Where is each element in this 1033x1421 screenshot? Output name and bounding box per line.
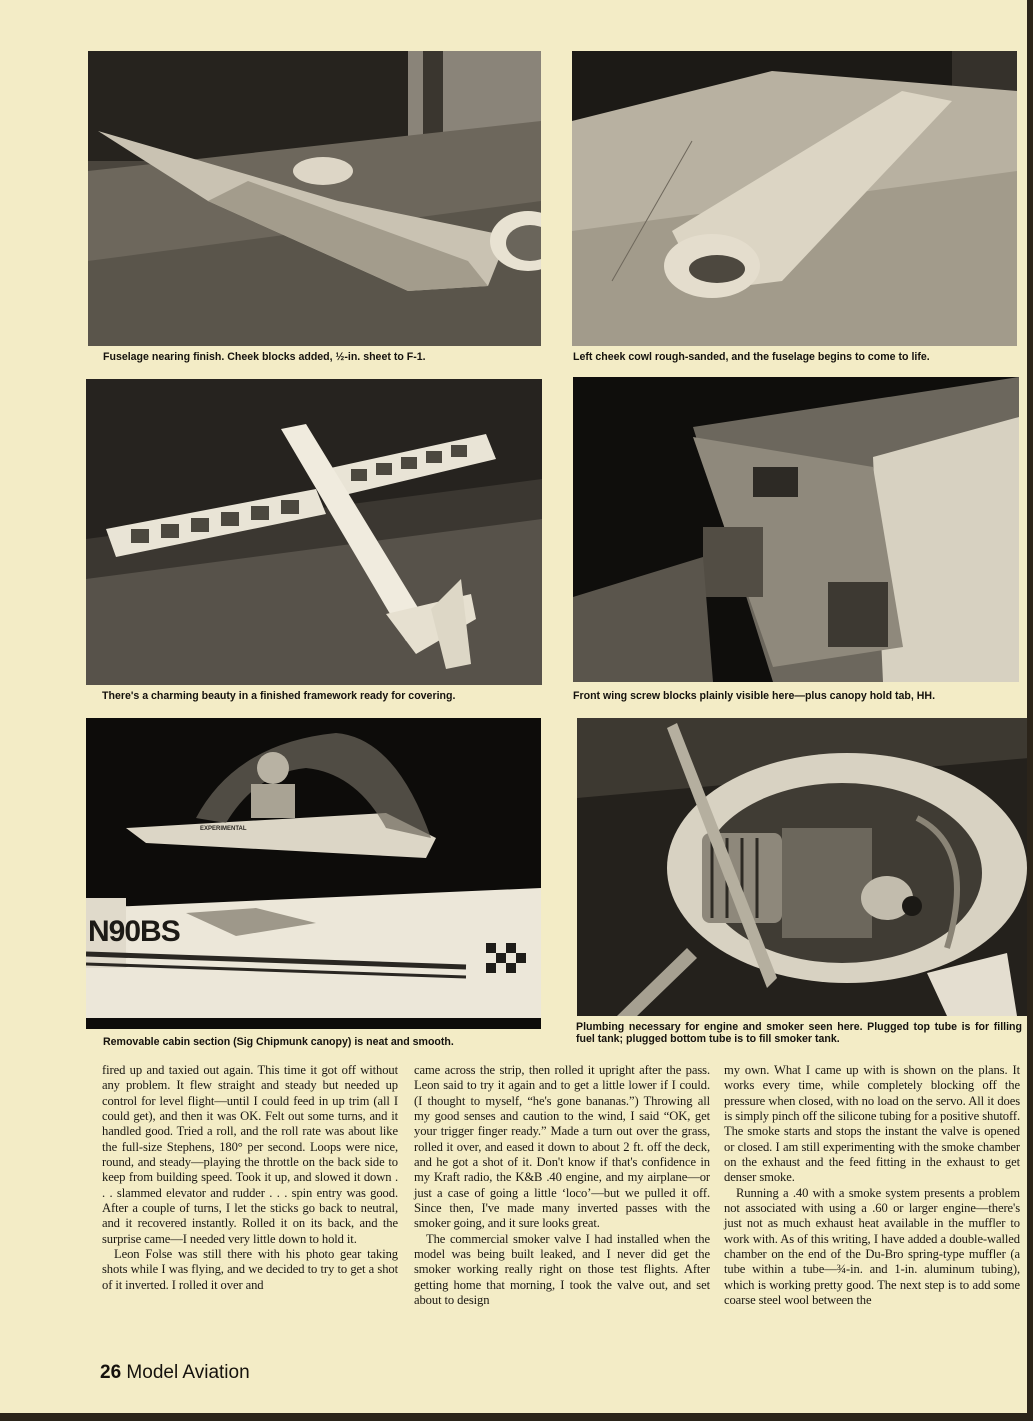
photo-engine-plumbing bbox=[577, 718, 1029, 1016]
photo-4-caption: Front wing screw blocks plainly visible here—plus canopy hold tab, HH. bbox=[573, 690, 936, 702]
photo-finished-framework bbox=[86, 379, 542, 685]
text-column-2 bbox=[414, 1063, 710, 1309]
text-column-1 bbox=[102, 1063, 398, 1293]
column-3-paragraph: my own. What I came up with is shown on the plans. It works every time, while completely blocking off the pressure when closed, with no load on the servo. All it does is simply pinch off the silicone tubing for a positive shutoff. The smoke starts and stops the instant the valve is opened or closed. I am still experimenting with the smoke chamber on the exhaust and the feed fitting in the exhaust to get denser smoke. bbox=[724, 1063, 1020, 1185]
column-1-paragraph: Leon Folse was still there with his photo gear taking shots while I was flying, and we decided to try to get a shot of it inverted. I rolled it over and bbox=[102, 1247, 398, 1292]
photo-5-caption: Removable cabin section (Sig Chipmunk canopy) is neat and smooth. bbox=[103, 1036, 454, 1048]
photo-1-caption: Fuselage nearing finish. Cheek blocks added, ½-in. sheet to F-1. bbox=[103, 351, 426, 363]
column-2-paragraph: came across the strip, then rolled it upright after the pass. Leon said to try it again and to get a little lower if I could. (I thought to myself, “he's gone bananas.”) Throwing all my good senses and caution to the wind, I said “OK, get your trigger finger ready.” Made a turn out over the grass, rolled it over, and eased it down to about 2 ft. off the deck, and he got a shot of it. Don't know if that's confidence in my Kraft radio, the K&B .40 engine, and my airplane—or just a case of going a little ‘loco’—but we pulled it off. Since then, I've made many inverted passes with the smoker going, and it sure looks great. bbox=[414, 1063, 710, 1231]
column-3-paragraph: Running a .40 with a smoke system presents a problem not associated with using a .60 or larger engine—there's just not as much exhaust heat available in the muffler to work with. As of this writing, I have added a double-walled chamber on the end of the Du-Bro spring-type muffler (a tube within a tube—¾-in. and 1-in. aluminum tubing), which is working pretty good. The next step is to add some coarse steel wool between the bbox=[724, 1185, 1020, 1308]
photo-2-caption: Left cheek cowl rough-sanded, and the fuselage begins to come to life. bbox=[573, 351, 930, 363]
page-number: 26 bbox=[100, 1362, 122, 1383]
photo-left-cheek-cowl bbox=[572, 51, 1017, 346]
fuselage-registration-text: N90BS bbox=[88, 915, 180, 948]
column-1-paragraph: fired up and taxied out again. This time it got off without any problem. It flew straight and steady but needed up control for level flight—until I could feed in up trim (all I could get), and then it was OK. Felt out some turns, and it handled good. Tried a roll, and the roll rate was about like the full-size Stephens, 180° per second. Loops were nice, round, and steady—playing the throttle on the back side to keep from building speed. Took it up, and slowed it down . . . slammed elevator and rudder . . . spin entry was good. After a couple of turns, I let the sticks go back to neutral, and it recovered instantly. Rolled it on its back, and the surprise came—I needed very little down to hold it. bbox=[102, 1063, 398, 1246]
publication-name: Model Aviation bbox=[126, 1362, 250, 1383]
photo-3-caption: There's a charming beauty in a finished framework ready for covering. bbox=[102, 690, 456, 702]
text-column-3 bbox=[724, 1063, 1020, 1309]
page-footer bbox=[100, 1362, 250, 1384]
photo-wing-screw-blocks bbox=[573, 377, 1019, 682]
photo-removable-cabin bbox=[86, 718, 541, 1029]
canopy-experimental-text: EXPERIMENTAL bbox=[200, 826, 247, 832]
photo-6-caption: Plumbing necessary for engine and smoker seen here. Plugged top tube is for filling fuel tank; plugged bottom tube is to fill smoker tank. bbox=[576, 1021, 1022, 1045]
photo-fuselage-nearing-finish bbox=[88, 51, 541, 346]
column-2-paragraph: The commercial smoker valve I had installed when the model was being built leaked, and I never did get the smoker working really right on those test flights. After getting home that morning, I took the valve out, and set about to design bbox=[414, 1231, 710, 1308]
